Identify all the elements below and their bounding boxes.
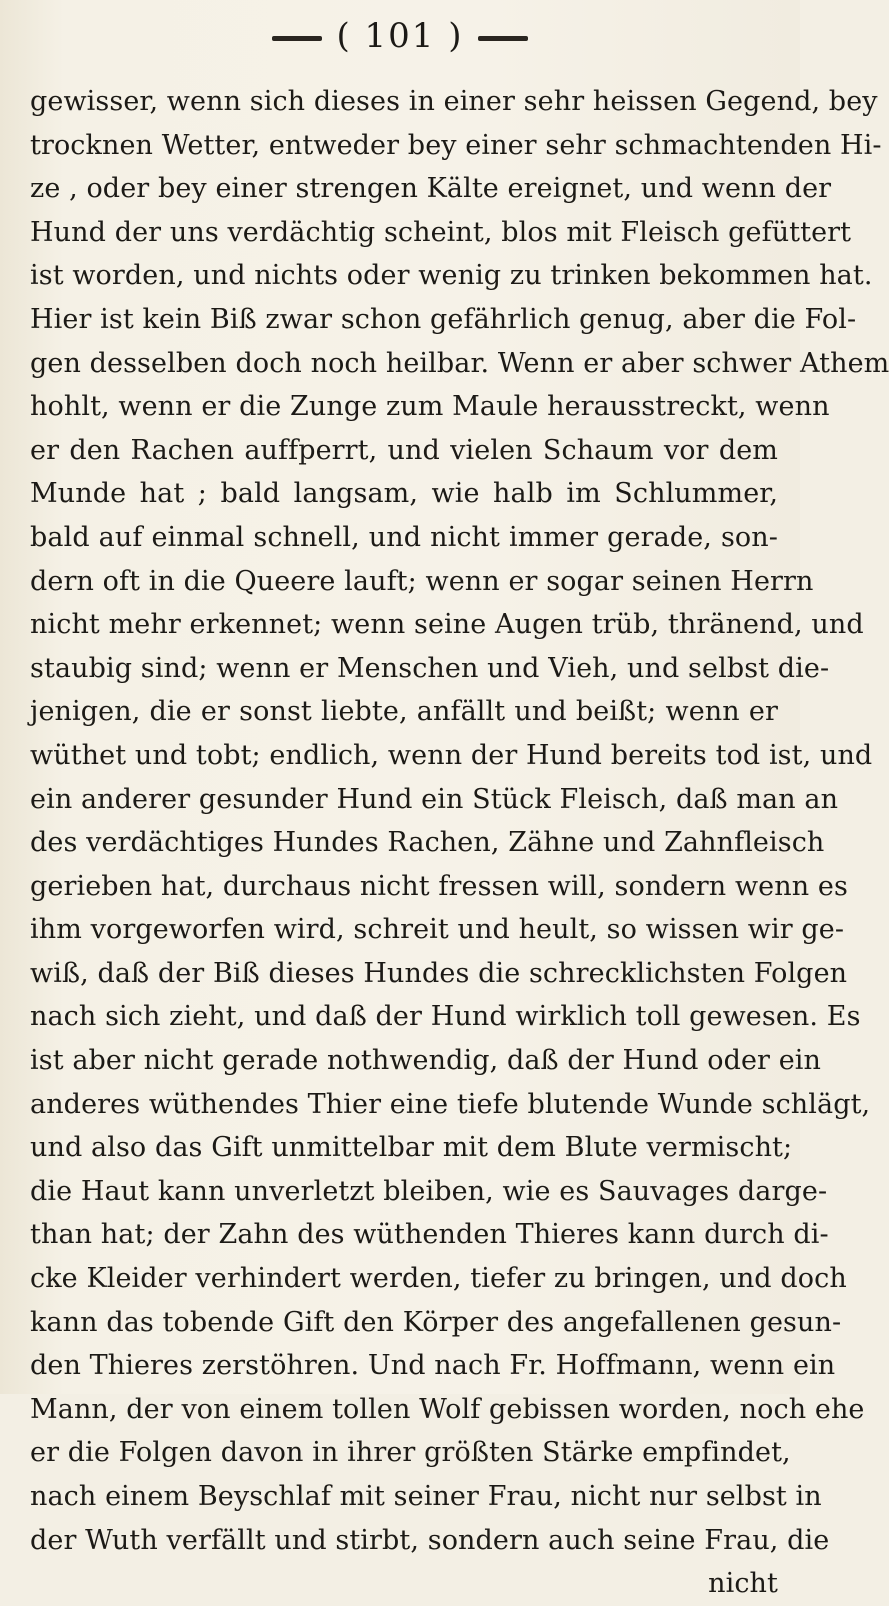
text-line: gewisser, wenn sich dieses in einer sehr heissen Gegend, bey <box>30 86 878 117</box>
text-line: jenigen, die er sonst liebte, anfällt und beißt; wenn er <box>30 696 778 728</box>
text-line: bald auf einmal schnell, und nicht immer gerade, son- <box>30 521 778 553</box>
text-line: nach einem Beyschlaf mit seiner Frau, nicht nur selbst in <box>30 1481 822 1512</box>
text-line: cke Kleider verhindert werden, tiefer zu bringen, und doch <box>30 1263 847 1295</box>
text-line: ihm vorgeworfen wird, schreit und heult, so wissen wir ge- <box>30 914 845 946</box>
text-line: Mann, der von einem tollen Wolf gebissen worden, noch ehe <box>30 1393 865 1425</box>
text-line: der Wuth verfällt und stirbt, sondern auch seine Frau, die <box>30 1524 830 1556</box>
text-line: nach sich zieht, und daß der Hund wirklich toll gewesen. Es <box>30 1001 861 1033</box>
text-line: trocknen Wetter, entweder bey einer sehr schmachtenden Hi- <box>30 129 882 161</box>
text-line: kann das tobende Gift den Körper des angefallenen gesun- <box>30 1306 842 1338</box>
page-number: ( 101 ) <box>336 16 464 56</box>
text-line: ist aber nicht gerade nothwendig, daß der Hund oder ein <box>30 1045 822 1077</box>
text-line: wüthet und tobt; endlich, wenn der Hund bereits tod ist, und <box>30 739 873 771</box>
text-line: ist worden, und nichts oder wenig zu trinken bekommen hat. <box>30 260 873 292</box>
text-line: gen desselben doch noch heilbar. Wenn er aber schwer Athem <box>30 347 889 379</box>
text-line: nicht mehr erkennet; wenn seine Augen trüb, thränend, und <box>30 609 864 641</box>
text-line: dern oft in die Queere lauft; wenn er sogar seinen Herrn <box>30 565 814 597</box>
text-line: des verdächtiges Hundes Rachen, Zähne und Zahnfleisch <box>30 827 825 859</box>
text-line: gerieben hat, durchaus nicht fressen will, sondern wenn es <box>30 870 848 902</box>
body-text <box>30 80 889 1606</box>
header-rule-right <box>478 36 528 41</box>
text-line: anderes wüthendes Thier eine tiefe blutende Wunde schlägt, <box>30 1088 871 1120</box>
text-line: den Thieres zerstöhren. Und nach Fr. Hoffmann, wenn ein <box>30 1350 836 1382</box>
text-line: er den Rachen auffperrt, und vielen Schaum vor dem <box>30 434 778 466</box>
text-line: than hat; der Zahn des wüthenden Thieres kann durch di- <box>30 1219 829 1251</box>
text-line: er die Folgen davon in ihrer größten Stärke empfindet, <box>30 1437 791 1469</box>
text-line: hohlt, wenn er die Zunge zum Maule herausstreckt, wenn <box>30 391 830 423</box>
header-rule-left <box>272 36 322 41</box>
text-line: Hier ist kein Biß zwar schon gefährlich genug, aber die Fol- <box>30 303 857 335</box>
catchword: nicht <box>708 1568 778 1600</box>
text-line: ein anderer gesunder Hund ein Stück Fleisch, daß man an <box>30 783 839 815</box>
text-line: ze , oder bey einer strengen Kälte ereignet, und wenn der <box>30 173 832 205</box>
text-line: staubig sind; wenn er Menschen und Vieh, und selbst die- <box>30 652 830 684</box>
text-line: Munde hat ; bald langsam, wie halb im Schlummer, <box>30 478 778 510</box>
text-line: und also das Gift unmittelbar mit dem Blute vermischt; <box>30 1132 793 1164</box>
text-line: die Haut kann unverletzt bleiben, wie es Sauvages darge- <box>30 1175 828 1207</box>
page-header <box>0 14 800 58</box>
text-line: wiß, daß der Biß dieses Hundes die schrecklichsten Folgen <box>30 957 848 989</box>
text-line: Hund der uns verdächtig scheint, blos mit Fleisch gefüttert <box>30 216 852 248</box>
